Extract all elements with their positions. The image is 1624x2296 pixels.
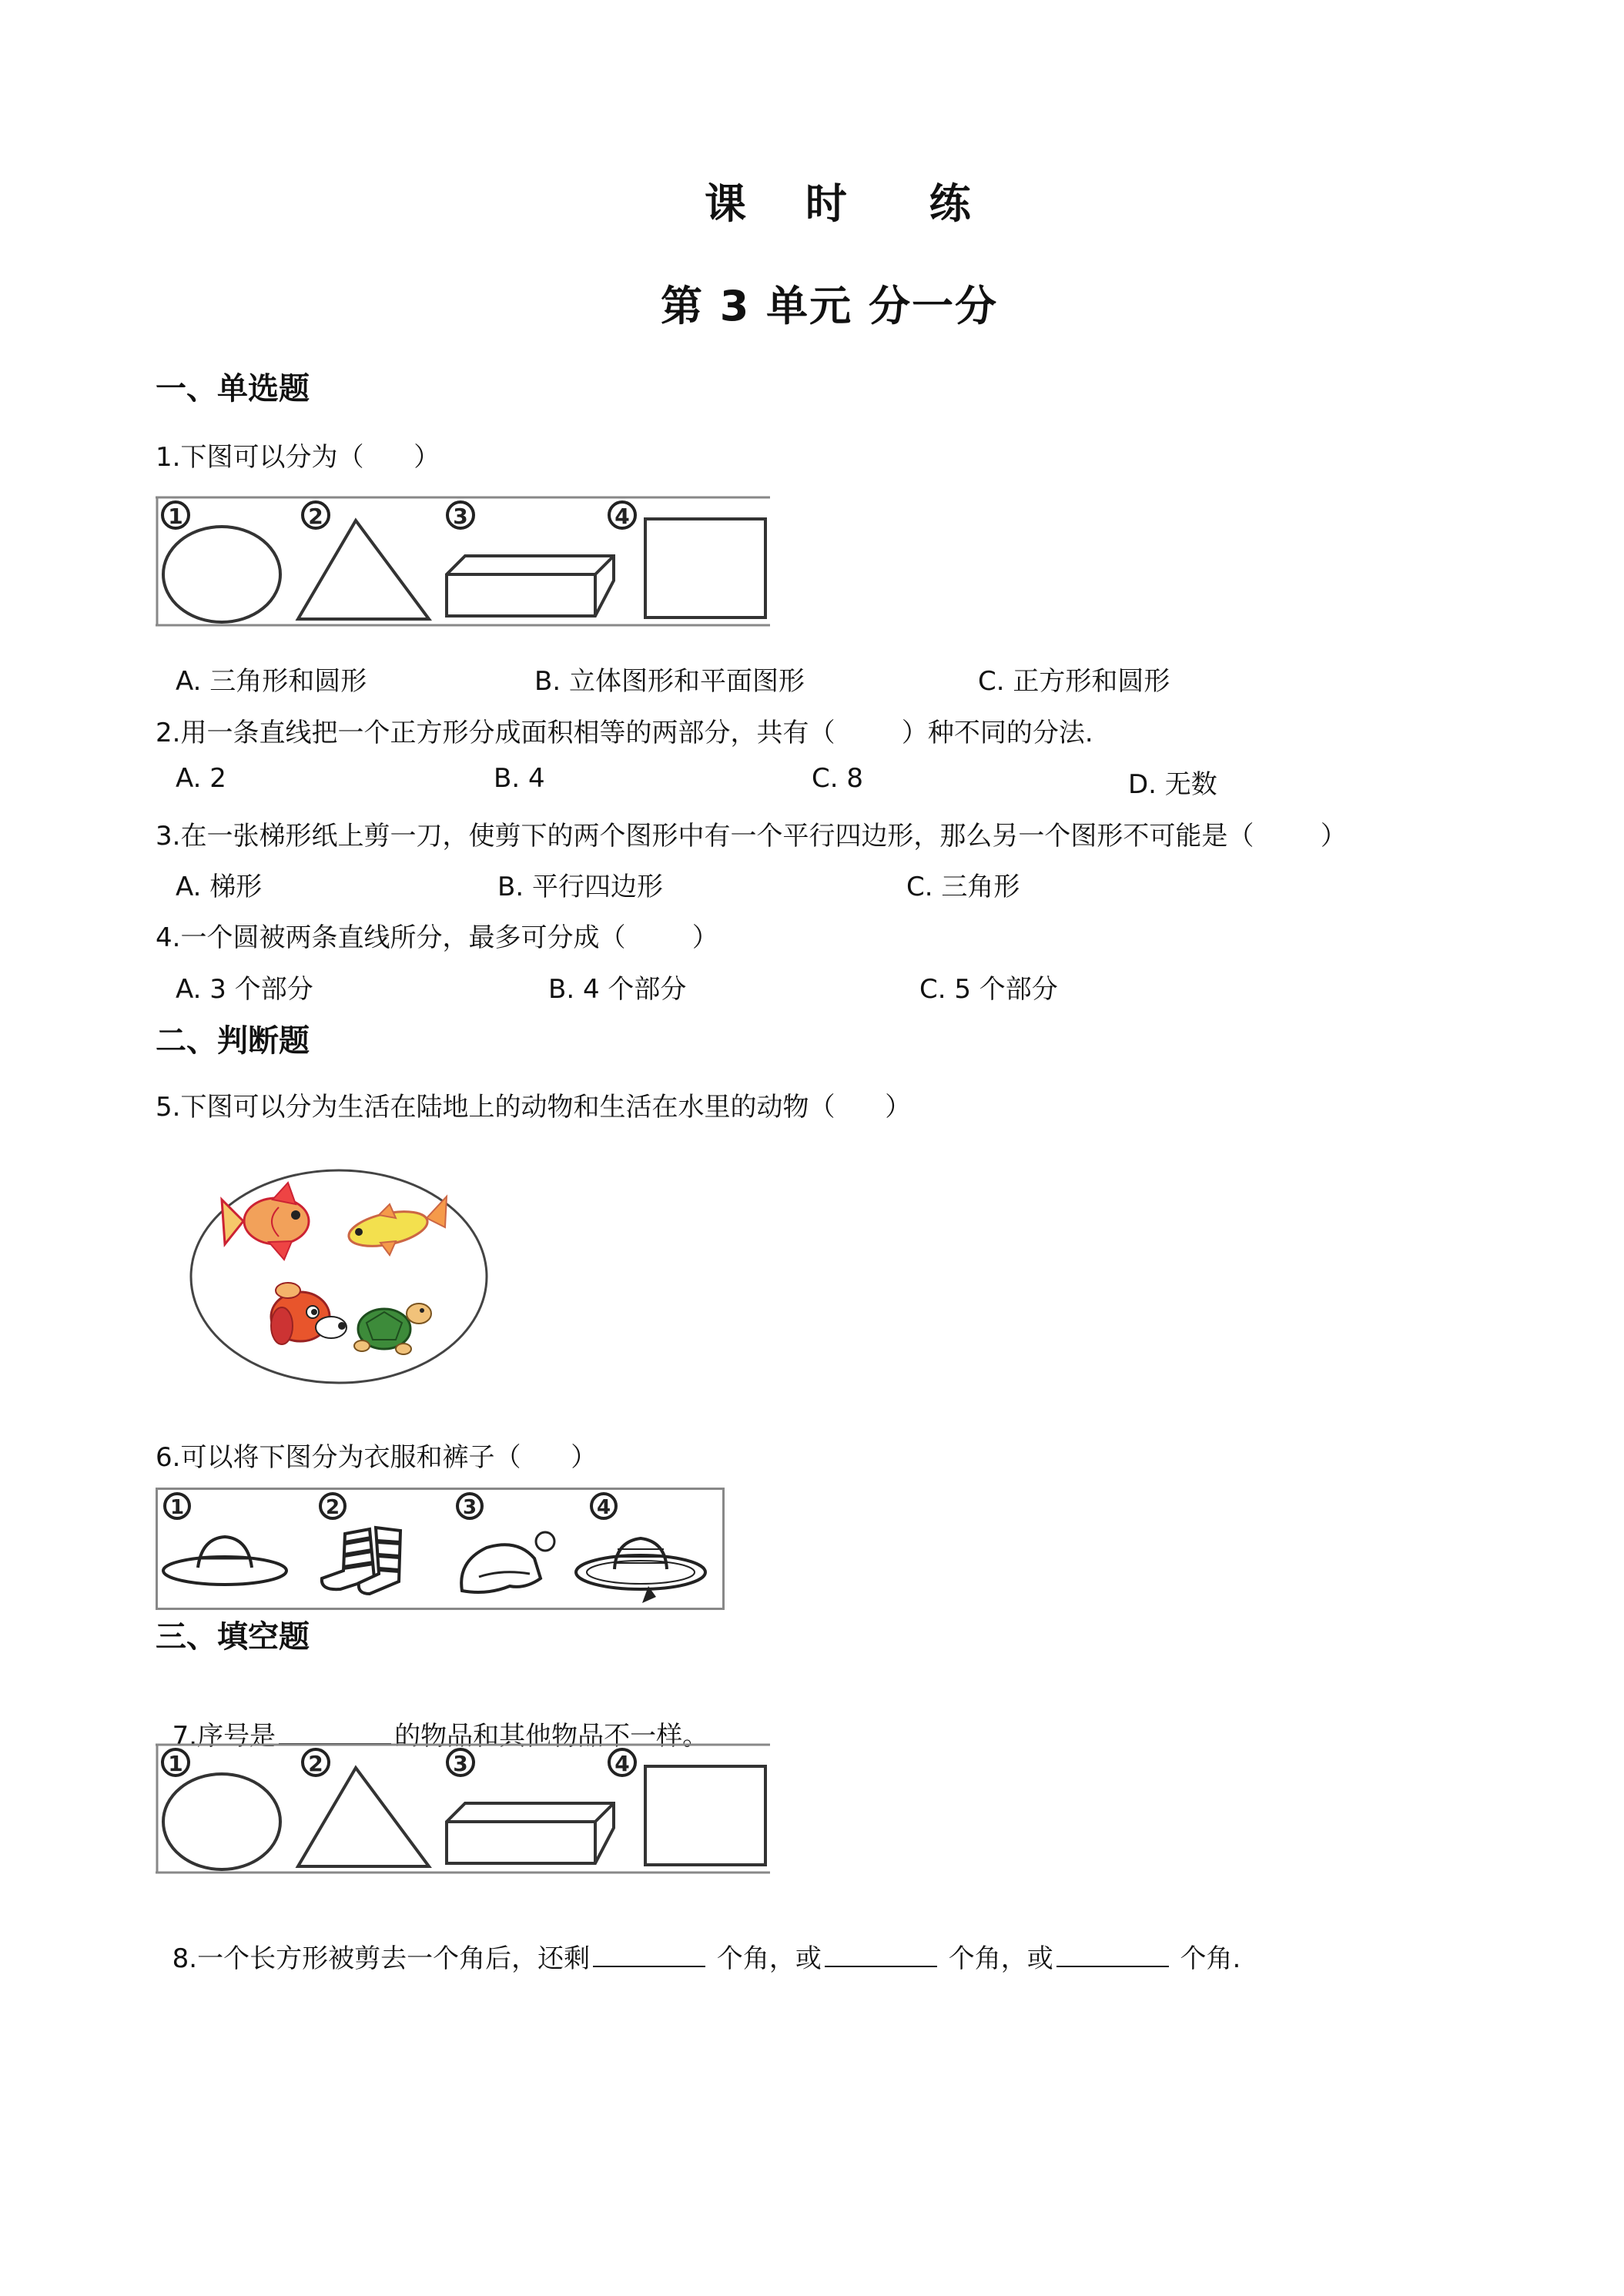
turtle-icon <box>354 1304 431 1354</box>
cap-icon <box>461 1532 554 1592</box>
section-heading-fill-blank: 三、填空题 <box>156 1619 310 1655</box>
q8-blank-2[interactable] <box>825 1943 937 1967</box>
label-3 <box>447 502 474 529</box>
q2-option-b[interactable]: B. 4 <box>494 763 545 794</box>
clothes-label-2 <box>320 1494 345 1519</box>
square-icon <box>645 1766 765 1865</box>
svg-text:1: 1 <box>168 1751 183 1776</box>
label-3 <box>447 1749 474 1776</box>
label-4 <box>609 1749 635 1776</box>
page-title <box>705 171 973 230</box>
triangle-icon <box>298 1768 429 1866</box>
circle-icon <box>163 1774 280 1869</box>
svg-text:2: 2 <box>308 504 323 529</box>
goldfish-icon <box>222 1183 309 1260</box>
title-char-3: 练 <box>929 179 973 228</box>
question-2: 2.用一条直线把一个正方形分成面积相等的两部分，共有（ ）种不同的分法. <box>156 718 1093 748</box>
socks-icon <box>322 1528 400 1594</box>
shapes-figure-7 <box>156 1743 772 1876</box>
shapes-figure-1 <box>156 496 772 628</box>
q8-blank-1[interactable] <box>593 1943 705 1967</box>
svg-text:3: 3 <box>462 1496 477 1519</box>
title-char-1: 课 <box>705 179 748 228</box>
question-8 <box>156 1906 1241 1975</box>
question-6: 6.可以将下图分为衣服和裤子（ ） <box>156 1442 598 1473</box>
q4-option-c[interactable]: C. 5 个部分 <box>919 974 1058 1005</box>
q4-option-a[interactable]: A. 3 个部分 <box>176 974 313 1005</box>
question-5: 5.下图可以分为生活在陆地上的动物和生活在水里的动物（ ） <box>156 1092 912 1123</box>
q1-option-b[interactable]: B. 立体图形和平面图形 <box>534 666 805 697</box>
svg-text:4: 4 <box>596 1496 611 1519</box>
svg-text:1: 1 <box>169 1496 185 1519</box>
puppy-icon <box>271 1283 347 1344</box>
svg-text:4: 4 <box>614 504 630 529</box>
q8-prefix: 8.一个长方形被剪去一个角后，还剩 <box>172 1943 591 1974</box>
q8-blank-3[interactable] <box>1056 1943 1169 1967</box>
label-1 <box>162 502 189 529</box>
q3-option-c[interactable]: C. 三角形 <box>906 872 1020 902</box>
svg-text:4: 4 <box>614 1751 630 1776</box>
svg-text:1: 1 <box>168 504 183 529</box>
clothes-label-4 <box>591 1494 616 1519</box>
svg-text:3: 3 <box>453 1751 468 1776</box>
question-4: 4.一个圆被两条直线所分，最多可分成（ ） <box>156 922 718 953</box>
clothes-figure <box>156 1488 725 1611</box>
section-heading-single-choice: 一、单选题 <box>156 371 310 407</box>
cuboid-icon <box>447 556 614 616</box>
svg-text:2: 2 <box>308 1751 323 1776</box>
q7-blank[interactable] <box>279 1720 391 1745</box>
q1-option-a[interactable]: A. 三角形和圆形 <box>176 666 367 697</box>
q2-option-d[interactable]: D. 无数 <box>1128 769 1217 800</box>
q8-suffix: 个角. <box>1171 1943 1241 1974</box>
svg-text:3: 3 <box>453 504 468 529</box>
clothes-label-1 <box>165 1494 189 1519</box>
q7-suffix: 的物品和其他物品不一样。 <box>394 1721 709 1752</box>
title-char-2: 时 <box>805 179 849 228</box>
q3-option-a[interactable]: A. 梯形 <box>176 872 263 902</box>
q3-option-b[interactable]: B. 平行四边形 <box>497 872 663 902</box>
q1-option-c[interactable]: C. 正方形和圆形 <box>978 666 1170 697</box>
question-1: 1.下图可以分为（ ） <box>156 442 440 473</box>
q2-option-a[interactable]: A. 2 <box>176 763 226 794</box>
label-4 <box>609 502 635 529</box>
question-7 <box>156 1684 708 1752</box>
label-2 <box>303 502 329 529</box>
label-2 <box>303 1749 329 1776</box>
label-1 <box>162 1749 189 1776</box>
triangle-icon <box>298 520 429 619</box>
yellow-fish-icon <box>346 1197 447 1255</box>
question-3: 3.在一张梯形纸上剪一刀，使剪下的两个图形中有一个平行四边形，那么另一个图形不可能是（ ） <box>156 821 1347 852</box>
q8-mid-1: 个角，或 <box>708 1943 822 1974</box>
hat-icon <box>163 1537 286 1585</box>
animals-figure <box>188 1161 496 1392</box>
straw-hat-icon <box>576 1538 705 1603</box>
section-heading-true-false: 二、判断题 <box>156 1023 310 1059</box>
q4-option-b[interactable]: B. 4 个部分 <box>548 974 687 1005</box>
q7-prefix: 7.序号是 <box>172 1721 276 1752</box>
cuboid-icon <box>447 1803 614 1863</box>
svg-text:2: 2 <box>325 1496 340 1519</box>
clothes-label-3 <box>457 1494 482 1519</box>
square-icon <box>645 519 765 618</box>
q2-option-c[interactable]: C. 8 <box>812 763 863 794</box>
circle-icon <box>163 527 280 622</box>
q8-mid-2: 个角，或 <box>939 1943 1053 1974</box>
page-subtitle: 第 3 单元 分一分 <box>661 282 998 330</box>
